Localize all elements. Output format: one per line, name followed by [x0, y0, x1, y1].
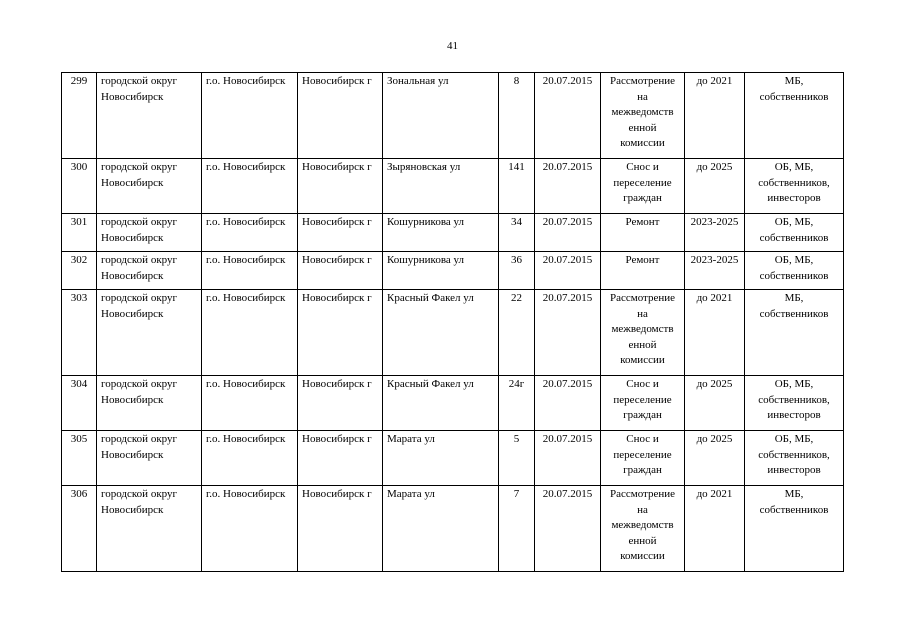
cell-action: Ремонт [601, 252, 685, 290]
cell-district: г.о. Новосибирск [202, 159, 298, 214]
cell-street: Кошурникова ул [383, 214, 499, 252]
cell-district: г.о. Новосибирск [202, 431, 298, 486]
table-row [62, 486, 844, 572]
cell-street: Кошурникова ул [383, 252, 499, 290]
cell-municipality: городской округ Новосибирск [97, 73, 202, 159]
cell-locality: Новосибирск г [298, 159, 383, 214]
cell-locality: Новосибирск г [298, 486, 383, 572]
cell-locality: Новосибирск г [298, 376, 383, 431]
cell-funding: МБ, собственников [745, 290, 844, 376]
cell-date: 20.07.2015 [535, 159, 601, 214]
cell-municipality: городской округ Новосибирск [97, 486, 202, 572]
cell-date: 20.07.2015 [535, 486, 601, 572]
cell-municipality: городской округ Новосибирск [97, 290, 202, 376]
cell-date: 20.07.2015 [535, 376, 601, 431]
cell-action: Ремонт [601, 214, 685, 252]
cell-funding: МБ, собственников [745, 73, 844, 159]
cell-term: 2023-2025 [685, 214, 745, 252]
cell-municipality: городской округ Новосибирск [97, 376, 202, 431]
cell-number: 304 [62, 376, 97, 431]
cell-municipality: городской округ Новосибирск [97, 159, 202, 214]
cell-date: 20.07.2015 [535, 73, 601, 159]
cell-date: 20.07.2015 [535, 431, 601, 486]
cell-term: 2023-2025 [685, 252, 745, 290]
cell-funding: ОБ, МБ, собственников, инвесторов [745, 431, 844, 486]
cell-house: 5 [499, 431, 535, 486]
cell-action: Снос и переселение граждан [601, 431, 685, 486]
cell-number: 305 [62, 431, 97, 486]
cell-number: 301 [62, 214, 97, 252]
cell-funding: ОБ, МБ, собственников, инвесторов [745, 159, 844, 214]
cell-street: Зональная ул [383, 73, 499, 159]
table-row [62, 214, 844, 252]
cell-date: 20.07.2015 [535, 252, 601, 290]
cell-date: 20.07.2015 [535, 214, 601, 252]
table-row [62, 159, 844, 214]
cell-funding: ОБ, МБ, собственников [745, 214, 844, 252]
cell-district: г.о. Новосибирск [202, 252, 298, 290]
cell-funding: ОБ, МБ, собственников, инвесторов [745, 376, 844, 431]
table-row [62, 376, 844, 431]
cell-number: 302 [62, 252, 97, 290]
cell-locality: Новосибирск г [298, 431, 383, 486]
cell-action: Рассмотрение на межведомств енной комиссии [601, 290, 685, 376]
cell-action: Снос и переселение граждан [601, 376, 685, 431]
table-row [62, 73, 844, 159]
cell-house: 8 [499, 73, 535, 159]
cell-street: Красный Факел ул [383, 290, 499, 376]
cell-date: 20.07.2015 [535, 290, 601, 376]
cell-district: г.о. Новосибирск [202, 214, 298, 252]
cell-term: до 2025 [685, 376, 745, 431]
cell-street: Красный Факел ул [383, 376, 499, 431]
cell-street: Марата ул [383, 486, 499, 572]
housing-registry-table [61, 72, 844, 572]
cell-action: Снос и переселение граждан [601, 159, 685, 214]
cell-number: 299 [62, 73, 97, 159]
cell-locality: Новосибирск г [298, 73, 383, 159]
cell-locality: Новосибирск г [298, 290, 383, 376]
table-row [62, 252, 844, 290]
table-body [62, 73, 844, 572]
cell-number: 306 [62, 486, 97, 572]
cell-district: г.о. Новосибирск [202, 73, 298, 159]
cell-action: Рассмотрение на межведомств енной комиссии [601, 486, 685, 572]
cell-district: г.о. Новосибирск [202, 290, 298, 376]
table-row [62, 290, 844, 376]
cell-locality: Новосибирск г [298, 214, 383, 252]
cell-action: Рассмотрение на межведомств енной комиссии [601, 73, 685, 159]
cell-house: 36 [499, 252, 535, 290]
cell-municipality: городской округ Новосибирск [97, 214, 202, 252]
cell-district: г.о. Новосибирск [202, 486, 298, 572]
table-row [62, 431, 844, 486]
cell-term: до 2021 [685, 73, 745, 159]
cell-term: до 2025 [685, 431, 745, 486]
cell-term: до 2021 [685, 290, 745, 376]
cell-municipality: городской округ Новосибирск [97, 431, 202, 486]
cell-municipality: городской округ Новосибирск [97, 252, 202, 290]
cell-funding: ОБ, МБ, собственников [745, 252, 844, 290]
cell-house: 141 [499, 159, 535, 214]
cell-house: 34 [499, 214, 535, 252]
cell-house: 7 [499, 486, 535, 572]
cell-street: Марата ул [383, 431, 499, 486]
cell-funding: МБ, собственников [745, 486, 844, 572]
cell-locality: Новосибирск г [298, 252, 383, 290]
cell-street: Зыряновская ул [383, 159, 499, 214]
cell-number: 300 [62, 159, 97, 214]
cell-term: до 2021 [685, 486, 745, 572]
cell-number: 303 [62, 290, 97, 376]
cell-house: 22 [499, 290, 535, 376]
cell-district: г.о. Новосибирск [202, 376, 298, 431]
page-number: 41 [447, 40, 458, 52]
cell-house: 24г [499, 376, 535, 431]
cell-term: до 2025 [685, 159, 745, 214]
